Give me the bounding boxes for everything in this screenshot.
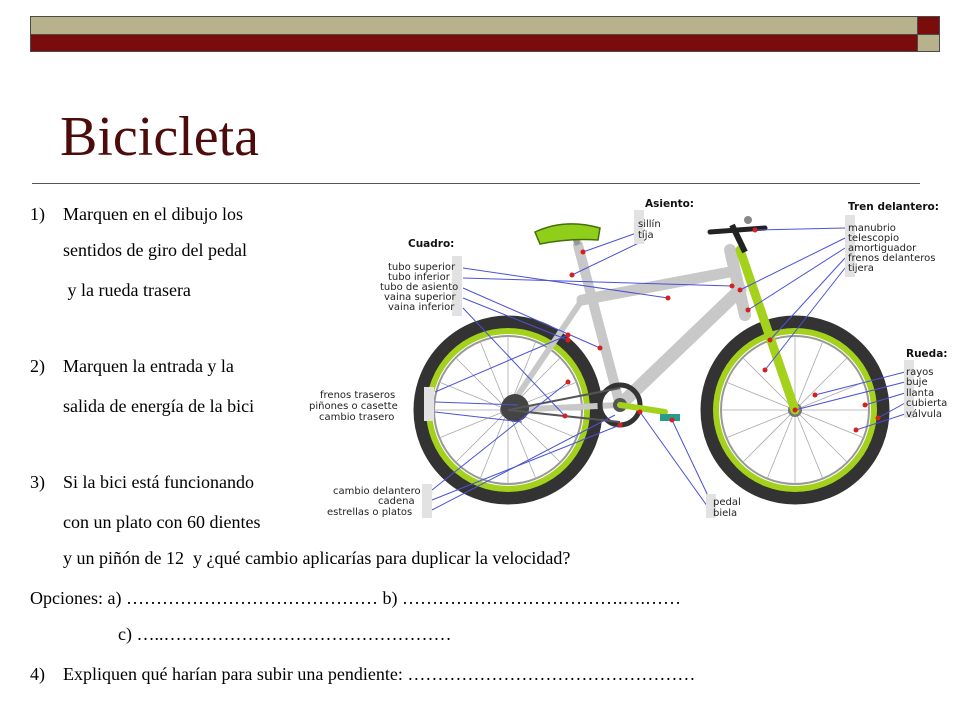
tren-item: tijera <box>848 263 874 274</box>
asiento-heading: Asiento: <box>645 198 695 210</box>
cuadro-heading: Cuadro: <box>408 238 455 250</box>
tren-heading: Tren delantero: <box>848 201 939 213</box>
item-4-number: 4) <box>30 664 45 684</box>
cuadro-item: tubo de asiento <box>380 282 459 293</box>
item-3-line-3: y un piñón de 12 y ¿qué cambio aplicarías para duplicar la velocidad? <box>63 548 571 568</box>
cuadro-item: tubo inferior <box>388 272 450 283</box>
item-2-number: 2) <box>30 356 45 376</box>
tren-item: telescopio <box>848 233 900 244</box>
options-line-2: c) …..………………………………………… <box>118 624 452 644</box>
pedal-item: pedal <box>713 497 741 508</box>
tren-item: manubrio <box>848 223 896 234</box>
transmision-item: cambio delantero <box>333 486 421 497</box>
transmision-item: estrellas o platos <box>327 507 413 518</box>
item-3-line-1: Si la bici está funcionando <box>63 472 254 492</box>
page-title: Bicicleta <box>60 106 260 168</box>
item-2-line-1: Marquen la entrada y la <box>63 356 234 376</box>
item-1-line-2: sentidos de giro del pedal <box>63 240 247 260</box>
trasero-item: cambio trasero <box>319 412 395 423</box>
tren-item: frenos delanteros <box>848 253 936 264</box>
label-rueda <box>904 348 947 420</box>
item-1-line-1: Marquen en el dibujo los <box>63 204 243 224</box>
title-divider <box>32 183 920 184</box>
leader-lines <box>432 228 905 510</box>
header-bar-maroon <box>31 35 917 51</box>
cuadro-item: tubo superior <box>388 262 456 273</box>
rueda-item: buje <box>906 377 928 388</box>
asiento-item: tija <box>638 230 654 241</box>
label-pedal <box>706 494 741 519</box>
bicycle-diagram <box>300 190 950 530</box>
cuadro-item: vaina inferior <box>388 302 455 313</box>
item-4-line-1: Expliquen qué harían para subir una pendiente: ………………………………………… <box>63 664 696 684</box>
item-3-line-2: con un plato con 60 dientes <box>63 512 261 532</box>
trasero-item: piñones o casette <box>309 401 398 412</box>
asiento-item: sillín <box>638 219 661 230</box>
rueda-item: cubierta <box>906 398 948 409</box>
header-bar <box>30 16 940 52</box>
label-cuadro <box>380 238 462 316</box>
item-1-line-3: y la rueda trasera <box>63 280 191 300</box>
rueda-item: llanta <box>906 388 935 399</box>
item-2-line-2: salida de energía de la bici <box>63 396 255 416</box>
label-asiento <box>634 198 694 244</box>
rueda-item: rayos <box>906 367 934 378</box>
header-square-olive <box>917 35 939 51</box>
transmision-item: cadena <box>378 496 415 507</box>
item-3-number: 3) <box>30 472 45 492</box>
rueda-heading: Rueda: <box>906 348 948 360</box>
cuadro-item: vaina superior <box>384 292 456 303</box>
pedal-item: biela <box>713 508 738 519</box>
header-square-maroon <box>917 17 939 35</box>
trasero-item: frenos traseros <box>320 390 396 401</box>
label-transmision <box>327 484 432 518</box>
options-line-1: Opciones: a) …………………………………… b) ……………………………….….…… <box>30 588 681 608</box>
tren-item: amortiguador <box>848 243 917 254</box>
item-1-number: 1) <box>30 204 45 224</box>
label-tren-delantero <box>845 201 939 277</box>
header-bar-olive <box>31 17 917 35</box>
rueda-item: válvula <box>906 409 942 420</box>
